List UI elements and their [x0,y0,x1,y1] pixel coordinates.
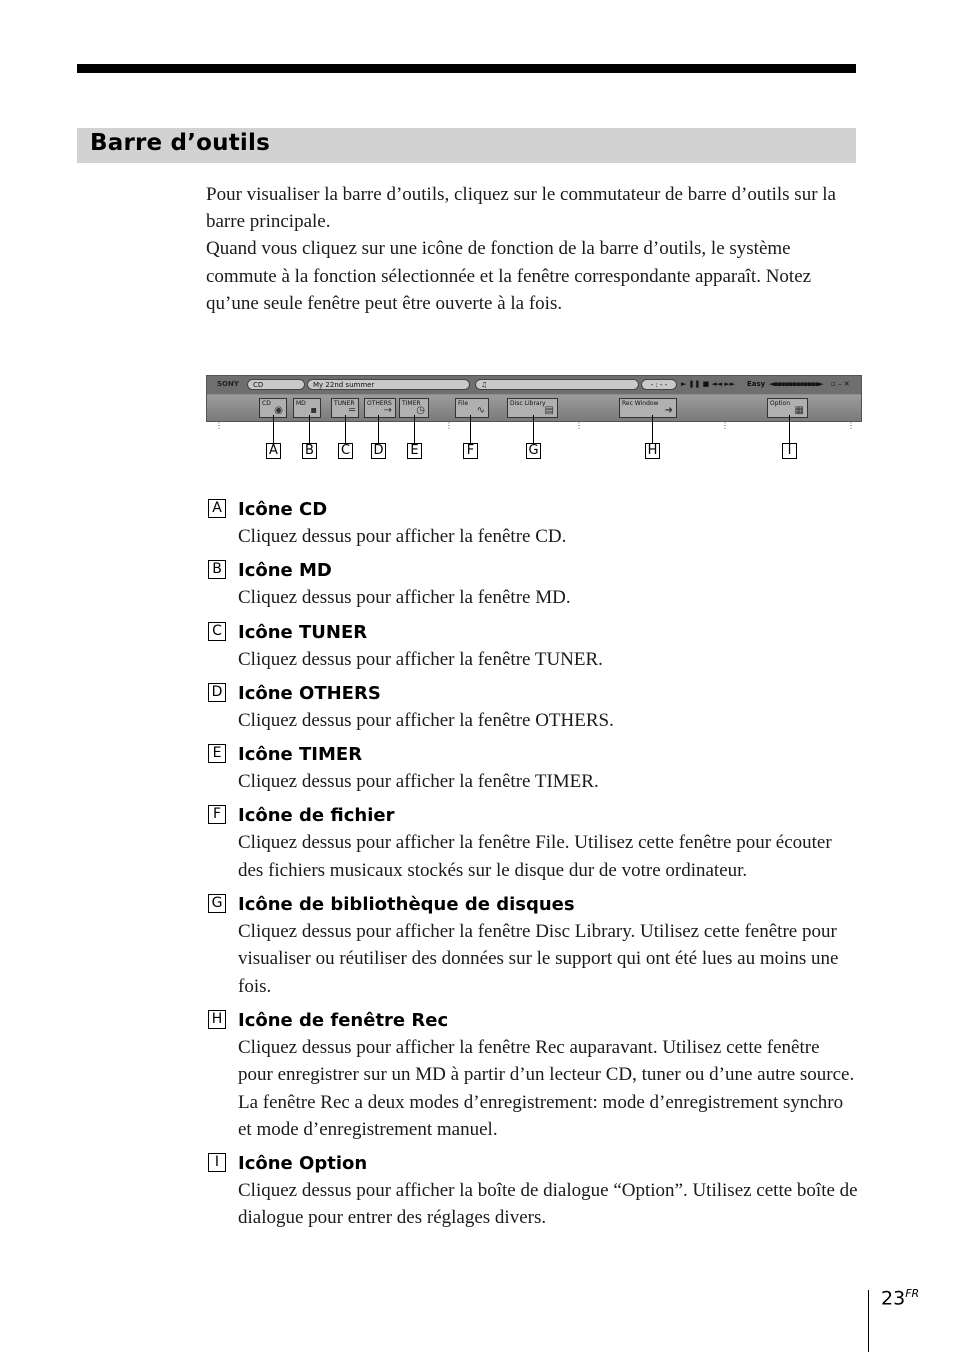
item-title: Icône TIMER [238,744,363,766]
item-title: Icône MD [238,560,332,582]
item-title: Icône de bibliothèque de disques [238,894,575,916]
item-desc: Cliquez dessus pour afficher la boîte de dialogue “Option”. Utilisez cette boîte de dialogue pour entrer des réglages divers. [238,1180,858,1229]
item-desc: Cliquez dessus pour afficher la fenêtre TIMER. [238,771,599,793]
page-rule [868,1290,869,1352]
callout-i: I [782,443,797,459]
others-icon: → [383,405,392,416]
list-item [206,496,856,550]
title-field[interactable]: My 22nd summer [307,379,470,390]
item-letter: C [208,622,226,641]
intro-text [206,181,856,317]
item-letter: I [208,1153,226,1172]
callout-b: B [302,443,317,459]
item-letter: B [208,560,226,579]
intro-paragraph-2: Quand vous cliquez sur une icône de fonction de la barre d’outils, le système commute à la fonction sélectionnée et la fenêtre correspondante apparaît. Notez qu’une seule fenêtre peut être ouverte à la fois. [206,238,812,314]
others-button[interactable]: OTHERS → [364,398,396,418]
item-letter: A [208,499,226,518]
item-desc: Cliquez dessus pour afficher la fenêtre TUNER. [238,648,603,670]
md-button[interactable]: MD ▪ [293,398,321,418]
window-controls[interactable]: ▫ – ✕ [831,380,850,388]
section-title: Barre d’outils [90,130,270,156]
item-title: Icône CD [238,499,328,520]
item-letter: G [208,894,226,913]
option-button[interactable]: Option ▦ [767,398,808,418]
item-title: Icône de fichier [238,805,395,827]
mode-label[interactable]: Easy [747,380,766,388]
page-number: $23^{FR}$ [881,1287,920,1310]
callout-c: C [338,443,353,459]
track-field[interactable]: ♫ [475,379,639,390]
item-desc: Cliquez dessus pour afficher la fenêtre CD. [238,526,567,547]
top-rule [77,64,856,73]
time-display: - : - - [641,379,677,390]
list-item [206,802,856,884]
list-item [206,741,856,795]
option-icon: ▦ [794,405,804,416]
list-item [206,1150,856,1232]
file-button[interactable]: File ∿ [455,398,489,418]
main-bar [207,376,861,394]
waveform-icon: ∿ [476,405,485,416]
callout-a: A [266,443,281,459]
item-title: Icône TUNER [238,621,368,643]
timer-button[interactable]: TIMER ◷ [399,398,429,418]
arrow-right-icon: ➜ [664,405,673,416]
clock-icon: ◷ [416,405,425,416]
tuner-button[interactable]: TUNER ═ [331,398,359,418]
callout-e: E [407,443,422,459]
page-suffix: FR [905,1287,920,1300]
list-item [206,619,856,673]
item-letter: D [208,683,226,702]
item-letter: F [208,805,226,824]
rec-window-button[interactable]: Rec Window ➜ [619,398,677,418]
item-desc: Cliquez dessus pour afficher la fenêtre Disc Library. Utilisez cette fenêtre pour visualiser ou réutiliser des données sur le support qui ont été lues au moins une fois. [238,921,839,997]
item-title: Icône Option [238,1153,368,1175]
cd-button[interactable]: CD ◉ [259,398,287,418]
callout-d: D [371,443,386,459]
list-item [206,680,856,734]
item-title: Icône de fenêtre Rec [238,1009,449,1031]
icon-descriptions [206,496,856,1239]
item-title: Icône OTHERS [238,682,381,704]
item-desc: Cliquez dessus pour afficher la fenêtre OTHERS. [238,709,614,731]
intro-paragraph-1: Pour visualiser la barre d’outils, cliquez sur le commutateur de barre d’outils sur la barre principale. [206,184,836,233]
list-item [206,891,856,1000]
item-desc: Cliquez dessus pour afficher la fenêtre File. Utilisez cette fenêtre pour écouter des fichiers musicaux stockés sur le disque dur de votre ordinateur. [238,832,832,881]
transport-buttons[interactable]: ► ❚❚ ■ ◄◄ ►► [681,380,736,388]
volume-slider[interactable]: ◄▪▪▪▪▪▪▪▪▪▪▪▪► [769,380,823,388]
callout-h: H [645,443,660,459]
disc-library-button[interactable]: Disc Library ▤ [507,398,558,418]
item-desc: Cliquez dessus pour afficher la fenêtre Rec auparavant. Utilisez cette fenêtre pour enregistrer sur un MD à partir d’un lecteur CD, tuner ou d’une autre source. La fenêtre Rec a deux modes d’enregistrement: mode d’enregistrement synchro et mode d’enregistrement manuel. [238,1036,855,1140]
list-item [206,557,856,611]
list-item [206,1007,856,1143]
library-icon: ▤ [544,405,554,416]
disc-icon: ◉ [274,405,283,416]
sony-logo: SONY [217,380,239,388]
toolbar-screenshot [206,375,862,430]
md-icon: ▪ [310,405,317,416]
toolbar-row: ⋮ ⋮ ⋮ ⋮ ⋮ [207,395,861,421]
item-letter: H [208,1010,226,1029]
section-header [77,128,856,163]
source-field[interactable]: CD [247,379,305,390]
callout-g: G [526,443,541,459]
item-letter: E [208,744,226,763]
item-desc: Cliquez dessus pour afficher la fenêtre MD. [238,587,571,609]
tuner-icon: ═ [348,405,355,416]
callout-f: F [463,443,478,459]
